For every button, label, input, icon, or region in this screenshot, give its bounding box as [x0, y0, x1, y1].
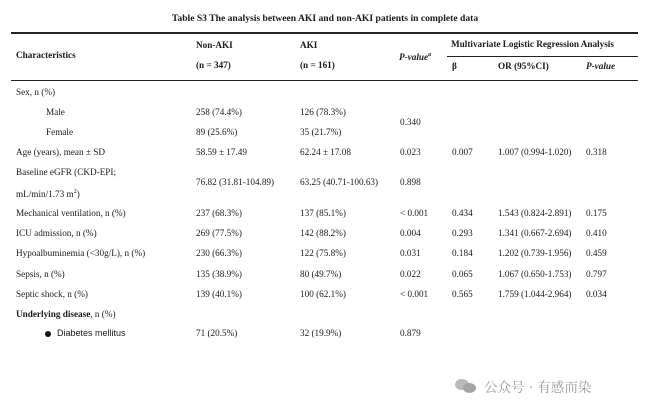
row-shock-label: Septic shock, n (%) — [16, 289, 88, 299]
row-hypo-or: 1.202 (0.739-1.956) — [498, 248, 572, 258]
header-aki: AKI — [300, 40, 318, 50]
row-icu-or: 1.341 (0.667-2.694) — [498, 228, 572, 238]
row-egfr-non-aki: 76.82 (31.81-104.89) — [196, 177, 275, 187]
header-aki-n: (n = 161) — [300, 60, 335, 70]
row-sex-p: 0.340 — [400, 117, 421, 127]
header-non-aki-n: (n = 347) — [196, 60, 231, 70]
row-icu-p2: 0.410 — [586, 228, 607, 238]
row-male-label: Male — [46, 107, 65, 117]
row-male-aki: 126 (78.3%) — [300, 107, 346, 117]
row-hypo-p: 0.031 — [400, 248, 421, 258]
row-female-aki: 35 (21.7%) — [300, 127, 342, 137]
row-age-non-aki: 58.59 ± 17.49 — [196, 147, 247, 157]
row-egfr-unit: mL/min/1.73 m — [16, 189, 74, 200]
row-mv-aki: 137 (85.1%) — [300, 208, 346, 218]
row-shock-p2: 0.034 — [586, 289, 607, 299]
header-p-value-text: P-value — [399, 52, 429, 63]
row-age-or: 1.007 (0.994-1.020) — [498, 147, 572, 157]
row-mv-label: Mechanical ventilation, n (%) — [16, 208, 126, 218]
row-hypo-non-aki: 230 (66.3%) — [196, 248, 242, 258]
row-age-beta: 0.007 — [452, 147, 473, 157]
row-egfr-sup: 2 — [73, 189, 77, 195]
row-female-label: Female — [46, 127, 74, 137]
row-age-aki: 62.24 ± 17.08 — [300, 147, 351, 157]
mlra-underline — [447, 56, 638, 57]
row-diabetes-label: Diabetes mellitus — [57, 328, 126, 338]
row-underlying-suffix: , n (%) — [90, 309, 116, 319]
header-p-value2: P-value — [586, 61, 616, 71]
table-title: Table S3 The analysis between AKI and non-AKI patients in complete data — [171, 13, 479, 24]
row-hypo-aki: 122 (75.8%) — [300, 248, 346, 258]
row-icu-p: 0.004 — [400, 228, 421, 238]
header-mlra: Multivariate Logistic Regression Analysis — [451, 39, 614, 49]
row-shock-or: 1.759 (1.044-2.964) — [498, 289, 572, 299]
row-shock-p: < 0.001 — [400, 289, 429, 299]
row-egfr-label-1: Baseline eGFR (CKD-EPI; — [16, 167, 117, 177]
header-p-value — [399, 50, 431, 63]
row-age-p: 0.023 — [400, 147, 421, 157]
row-sepsis-non-aki: 135 (38.9%) — [196, 269, 242, 279]
row-mv-or: 1.543 (0.824-2.891) — [498, 208, 572, 218]
row-icu-label: ICU admission, n (%) — [16, 228, 97, 238]
row-icu-beta: 0.293 — [452, 228, 473, 238]
header-beta: β — [452, 61, 457, 71]
row-sepsis-beta: 0.065 — [452, 269, 473, 279]
wechat-icon — [455, 378, 477, 395]
row-diabetes-non-aki: 71 (20.5%) — [196, 328, 238, 338]
row-icu-aki: 142 (88.2%) — [300, 228, 346, 238]
row-sepsis-p: 0.022 — [400, 269, 421, 279]
row-underlying-title: Underlying disease — [16, 309, 91, 319]
row-egfr-p: 0.898 — [400, 177, 421, 187]
row-sex-label: Sex, n (%) — [16, 87, 56, 97]
row-hypo-label: Hypoalbuminemia (<30g/L), n (%) — [16, 248, 146, 258]
header-or: OR (95%CI) — [498, 61, 549, 71]
row-shock-beta: 0.565 — [452, 289, 473, 299]
row-egfr-label-2 — [16, 187, 80, 200]
row-underlying-label — [16, 309, 116, 320]
bullet-icon — [45, 331, 51, 337]
row-age-p2: 0.318 — [586, 147, 607, 157]
row-sepsis-p2: 0.797 — [586, 269, 607, 279]
row-shock-aki: 100 (62.1%) — [300, 289, 346, 299]
header-p-sup: a — [428, 52, 432, 58]
row-icu-non-aki: 269 (77.5%) — [196, 228, 242, 238]
row-sepsis-label: Sepsis, n (%) — [16, 269, 65, 279]
header-rule — [11, 80, 638, 81]
header-characteristics: Characteristics — [16, 50, 76, 60]
row-mv-p2: 0.175 — [586, 208, 607, 218]
header-non-aki: Non-AKI — [196, 40, 233, 50]
row-male-non-aki: 258 (74.4%) — [196, 107, 242, 117]
row-age-label: Age (years), mean ± SD — [16, 147, 105, 157]
row-diabetes-aki: 32 (19.9%) — [300, 328, 342, 338]
row-egfr-aki: 63.25 (40.71-100.63) — [300, 177, 379, 187]
row-egfr-close: ) — [76, 189, 80, 200]
watermark-text: 公众号 · 有感而染 — [484, 380, 592, 396]
row-hypo-beta: 0.184 — [452, 248, 473, 258]
row-sepsis-aki: 80 (49.7%) — [300, 269, 342, 279]
row-hypo-p2: 0.459 — [586, 248, 607, 258]
row-mv-beta: 0.434 — [452, 208, 473, 218]
top-rule — [11, 32, 638, 34]
row-shock-non-aki: 139 (40.1%) — [196, 289, 242, 299]
row-mv-non-aki: 237 (68.3%) — [196, 208, 242, 218]
watermark — [455, 375, 591, 397]
row-sepsis-or: 1.067 (0.650-1.753) — [498, 269, 572, 279]
row-diabetes-p: 0.879 — [400, 328, 421, 338]
row-female-non-aki: 89 (25.6%) — [196, 127, 238, 137]
row-mv-p: < 0.001 — [400, 208, 429, 218]
